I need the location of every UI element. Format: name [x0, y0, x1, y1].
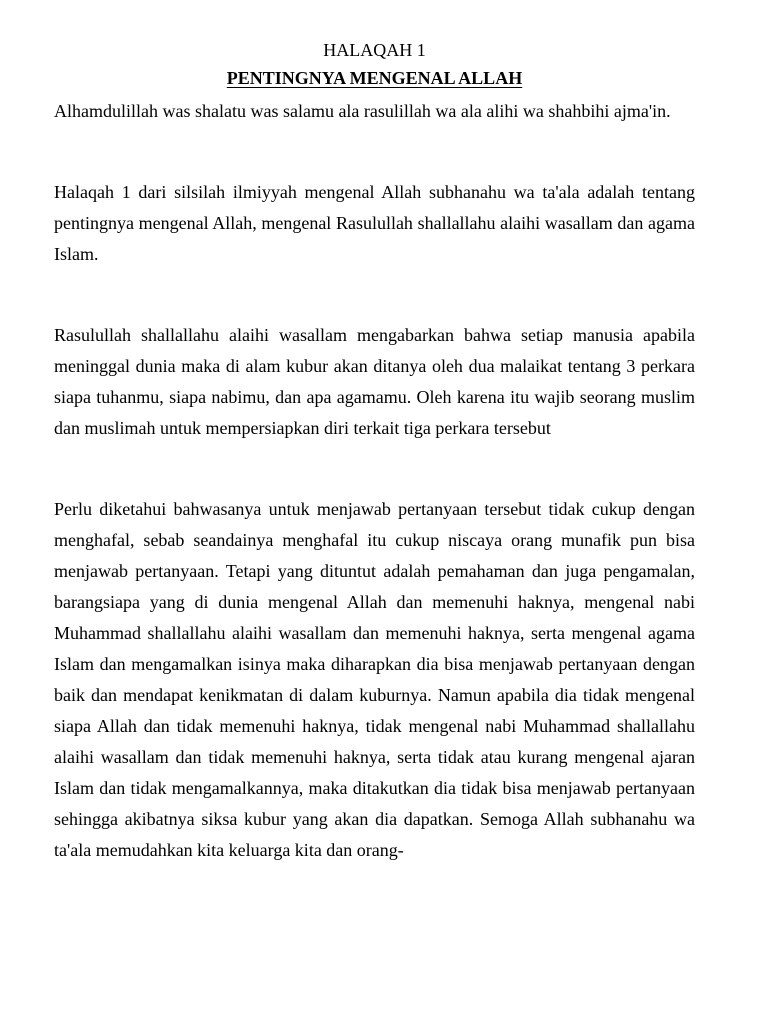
paragraph-understanding: Perlu diketahui bahwasanya untuk menjawab pertanyaan tersebut tidak cukup dengan menghafal, sebab seandainya menghafal itu cukup niscaya orang munafik pun bisa menjawab pertanyaan. Tetapi yang dituntut adalah pemahaman dan juga pengamalan, barangsiapa yang di dunia mengenal Allah dan memenuhi haknya, mengenal nabi Muhammad shallallahu alaihi wasallam dan memenuhi haknya, serta mengenal agama Islam dan mengamalkan isinya maka diharapkan dia bisa menjawab pertanyaan dengan baik dan mendapat kenikmatan di dalam kuburnya. Namun apabila dia tidak mengenal siapa Allah dan tidak memenuhi haknya, tidak mengenal nabi Muhammad shallallahu alaihi wasallam dan tidak memenuhi haknya, serta tidak atau kurang mengenal ajaran Islam dan tidak mengamalkannya, maka ditakutkan dia tidak bisa menjawab pertanyaan sehingga akibatnya siksa kubur yang akan dia dapatkan. Semoga Allah subhanahu wa ta'ala memudahkan kita keluarga kita dan orang-	[54, 499, 695, 860]
document-title: PENTINGNYA MENGENAL ALLAH	[226, 68, 523, 88]
paragraph-introduction: Halaqah 1 dari silsilah ilmiyyah mengenal Allah subhanahu wa ta'ala adalah tentang pentingnya mengenal Allah, mengenal Rasulullah shallallahu alaihi wasallam dan agama Islam.	[54, 182, 695, 264]
document-subtitle: HALAQAH 1	[323, 40, 426, 60]
document-page	[54, 36, 695, 866]
paragraph-three-questions: Rasulullah shallallahu alaihi wasallam mengabarkan bahwa setiap manusia apabila meninggal dunia maka di alam kubur akan ditanya oleh dua malaikat tentang 3 perkara siapa tuhanmu, siapa nabimu, dan apa agamamu. Oleh karena itu wajib seorang muslim dan muslimah untuk mempersiapkan diri terkait tiga perkara tersebut	[54, 325, 695, 438]
paragraph-opening: Alhamdulillah was shalatu was salamu ala rasulillah wa ala alihi wa shahbihi ajma'in.	[54, 101, 671, 121]
